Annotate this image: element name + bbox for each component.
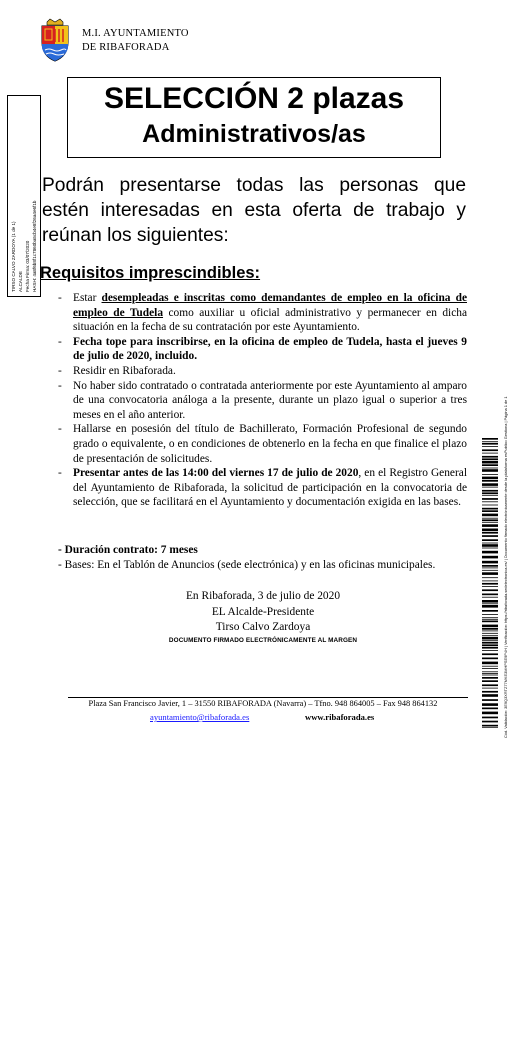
email-link[interactable]: ayuntamiento@ribaforada.es xyxy=(150,712,250,722)
barcode-bar xyxy=(482,610,498,612)
barcode-bar xyxy=(482,589,498,591)
signature-name: Tirso Calvo Zardoya xyxy=(215,621,311,633)
barcode-bar xyxy=(482,446,498,447)
req5-text: Hallarse en posesión del título de Bachillerato, Formación Profesional de segundo grado o equivalente, o en condiciones de obtenerlo en la fecha en que finalice el plazo de presentación de solicitudes. xyxy=(73,423,467,465)
barcode-bar xyxy=(482,650,498,651)
barcode-bar xyxy=(482,461,498,464)
barcode-bar xyxy=(482,495,498,496)
barcode-bar xyxy=(482,600,498,603)
barcode-bar xyxy=(482,518,498,519)
barcode-bar xyxy=(482,498,498,500)
barcode-bar xyxy=(482,668,498,669)
signature-note: DOCUMENTO FIRMADO ELECTRÓNICAMENTE AL MARGEN xyxy=(168,637,358,644)
footer-email-wrap xyxy=(150,712,249,722)
barcode-bar xyxy=(482,464,498,466)
list-item: - No haber sido contratado o contratada anteriormente por este Ayuntamiento al amparo de una convocatoria análoga a la presente, durante un plazo igual o superior a tres meses en el año anterior. xyxy=(58,379,467,421)
barcode-bar xyxy=(482,699,498,701)
barcode-bar xyxy=(482,480,498,482)
barcode-bar xyxy=(482,492,498,494)
barcode-bar xyxy=(482,508,498,510)
barcode-bar xyxy=(482,637,498,640)
barcode-bar xyxy=(482,619,498,620)
barcode-bar xyxy=(482,548,498,549)
barcode-bar xyxy=(482,490,498,492)
org-name-line1: M.I. AYUNTAMIENTO xyxy=(82,28,189,39)
barcode-bar xyxy=(482,581,498,582)
signature-role: EL Alcalde-Presidente xyxy=(211,606,315,618)
coat-of-arms-icon xyxy=(36,18,74,62)
contract-duration xyxy=(58,543,467,558)
page-title: SELECCIÓN 2 plazas xyxy=(103,82,405,115)
signature-date: En Ribaforada, 3 de julio de 2020 xyxy=(185,590,341,602)
barcode-bar xyxy=(482,671,498,672)
list-item: - Fecha tope para inscribirse, en la oficina de empleo de Tudela, hasta el jueves 9 de julio de 2020, incluido. xyxy=(58,335,467,363)
barcode-bar xyxy=(482,677,498,679)
barcode-bar xyxy=(482,640,498,641)
barcode-bar xyxy=(482,438,498,440)
barcode-bar xyxy=(482,441,498,442)
stamp-line1: TIRSO CALVO ZARDOYA (1 de 1) xyxy=(11,221,16,292)
barcode-bar xyxy=(482,501,498,502)
barcode-bar xyxy=(482,680,498,682)
signature-stamp xyxy=(7,95,41,297)
barcode-bar xyxy=(482,642,498,644)
barcode-bar xyxy=(482,712,498,715)
list-item: - Residir en Ribaforada. xyxy=(58,364,176,377)
list-item: - Presentar antes de las 14:00 del viernes 17 de julio de 2020, en el Registro General del Ayuntamiento de Ribaforada, la solicitud de participación en la convocatoria de selección, que se facilitará en el Ayuntamiento y documentación exigida en las bases. xyxy=(58,467,467,509)
barcode-bar xyxy=(482,594,498,596)
barcode-bar xyxy=(482,522,498,523)
barcode-bar xyxy=(482,628,498,630)
req1-text: Estar xyxy=(73,292,102,304)
stamp-line2: ALCALDE xyxy=(18,271,23,292)
barcode-bar xyxy=(482,614,498,615)
barcode-bar xyxy=(482,708,498,710)
stamp-line4: HASH: 4a8f6b8f1c7860ba5cb4e8f26a4e6f1b xyxy=(32,200,37,292)
barcode-bar xyxy=(482,625,498,628)
barcode-bar xyxy=(482,474,498,475)
barcode-bar xyxy=(482,717,498,719)
barcode-bar xyxy=(482,617,498,618)
barcode-bar xyxy=(482,727,498,728)
req6-emphasis: Presentar antes de las 14:00 del viernes 17 de julio de 2020 xyxy=(73,467,359,480)
intro-paragraph: Podrán presentarse todas las personas que estén interesadas en esta oferta de trabajo y reúnan los siguientes: xyxy=(42,175,466,246)
footer-divider xyxy=(68,697,468,698)
footer-address: Plaza San Francisco Javier, 1 – 31550 RIBAFORADA (Navarra) – Tfno. 948 864005 – Fax 948 864132 xyxy=(88,699,438,708)
stamp-line3: Fecha Firma: 03/07/2020 xyxy=(25,240,30,292)
barcode-bar xyxy=(482,468,498,469)
validation-text: Cód. Validación: 3E9Q3XRTZ77MKE3MHPSE9P4H | Verificación: https://ribaforada.sedelectronica.es/ | Documento firmado electrónicamente desde la plataforma esPublico Gestiona | Página 1 de 1 xyxy=(503,396,508,738)
barcode-bar xyxy=(482,658,498,660)
barcode-bar xyxy=(482,529,498,532)
validation-strip xyxy=(503,396,513,1038)
list-item: - Hallarse en posesión del título de Bachillerato, Formación Profesional de segundo grado o equivalente, o en condiciones de obtenerlo en la fecha en que finalice el plazo de presentación de solicitudes. xyxy=(58,423,467,465)
requirements-heading: Requisitos imprescindibles: xyxy=(40,264,261,282)
req4-text: No haber sido contratado o contratada anteriormente por este Ayuntamiento al amparo de una convocatoria análoga a la presente, durante un plazo igual o superior a tres meses en el año anterior. xyxy=(73,379,467,421)
barcode-bar xyxy=(482,631,498,632)
barcode-bar xyxy=(482,556,498,559)
website-link[interactable]: www.ribaforada.es xyxy=(305,712,375,722)
page-subtitle: Administrativos/as xyxy=(142,120,366,148)
barcode-bar xyxy=(482,633,498,634)
barcode-bar xyxy=(482,477,498,480)
barcode-bar xyxy=(482,605,498,608)
barcode-bar xyxy=(482,551,498,554)
barcode-bar xyxy=(482,673,498,674)
barcode-bar xyxy=(482,688,498,689)
barcode-bar xyxy=(482,458,498,460)
barcode-bar xyxy=(482,543,498,544)
barcode-bar xyxy=(482,684,498,686)
barcode-bar xyxy=(482,483,498,486)
letterhead xyxy=(36,18,236,62)
barcode-bar xyxy=(482,603,498,604)
bases-info: - Bases: En el Tablón de Anuncios (sede electrónica) y en las oficinas municipales. xyxy=(58,559,436,571)
barcode-bar xyxy=(482,443,498,445)
barcode-bar xyxy=(482,675,498,676)
req1-emphasis: desempleadas e inscritas como demandantes de empleo en la oficina de empleo de Tudela xyxy=(73,292,467,319)
barcode-bar xyxy=(482,544,498,547)
barcode-bar xyxy=(482,565,498,567)
contract-duration-text: - Duración contrato: 7 meses xyxy=(58,544,198,556)
org-name-line2: DE RIBAFORADA xyxy=(82,42,170,53)
req2-text: Fecha tope para inscribirse, en la oficina de empleo de Tudela, hasta el jueves 9 de julio de 2020, incluido. xyxy=(73,335,467,363)
barcode-bar xyxy=(482,487,498,488)
barcode-bar xyxy=(482,456,498,458)
req6-text-tail: , en el Registro General del Ayuntamiento de Ribaforada, la solicitud de participación en la convocatoria de selección, que se facilitará en el Ayuntamiento y documentación exigida en las bases. xyxy=(73,467,467,509)
barcode-bar xyxy=(482,505,498,506)
barcode-bar xyxy=(482,568,498,569)
barcode-bar xyxy=(482,635,498,636)
barcode-bar xyxy=(482,694,498,697)
barcode-bar xyxy=(482,691,498,693)
req3-text: Residir en Ribaforada. xyxy=(73,364,176,377)
barcode-bar xyxy=(482,653,498,655)
barcode-bar xyxy=(482,524,498,527)
barcode-bar xyxy=(482,662,498,665)
barcode-bar xyxy=(482,532,498,534)
barcode-bar xyxy=(482,586,498,587)
barcode-bar xyxy=(482,721,498,723)
barcode-bar xyxy=(482,583,498,585)
barcode-bar xyxy=(482,535,498,537)
barcode-bar xyxy=(482,647,498,649)
title-box xyxy=(67,77,441,158)
barcode-bar xyxy=(482,572,498,575)
barcode-bar xyxy=(482,703,498,706)
barcode-bar xyxy=(482,510,498,512)
barcode-bar xyxy=(482,577,498,578)
barcode-bar xyxy=(482,561,498,564)
barcode-bar xyxy=(482,597,498,598)
req1-text-tail: como auxiliar u oficial administrativo y permanecer en dicha situación en la fecha de su contratación por este Ayuntamiento. xyxy=(73,306,468,334)
barcode-bar xyxy=(482,666,498,667)
barcode-bar xyxy=(482,514,498,517)
requirements-list xyxy=(58,291,467,510)
barcode-bar xyxy=(482,519,498,521)
barcode-icon xyxy=(482,438,498,728)
barcode-bar xyxy=(482,725,498,727)
barcode-bar xyxy=(482,570,498,571)
barcode-bar xyxy=(482,644,498,646)
list-item: - Estar desempleadas e inscritas como demandantes de empleo en la oficina de empleo de Tudela como auxiliar u oficial administrativo y permanecer en dicha situación en la fecha de su contratación por este Ayuntamiento. xyxy=(58,292,468,334)
barcode-bar xyxy=(482,449,498,451)
barcode-bar xyxy=(482,469,498,472)
barcode-bar xyxy=(482,621,498,623)
barcode-bar xyxy=(482,453,498,454)
barcode-bar xyxy=(482,539,498,541)
